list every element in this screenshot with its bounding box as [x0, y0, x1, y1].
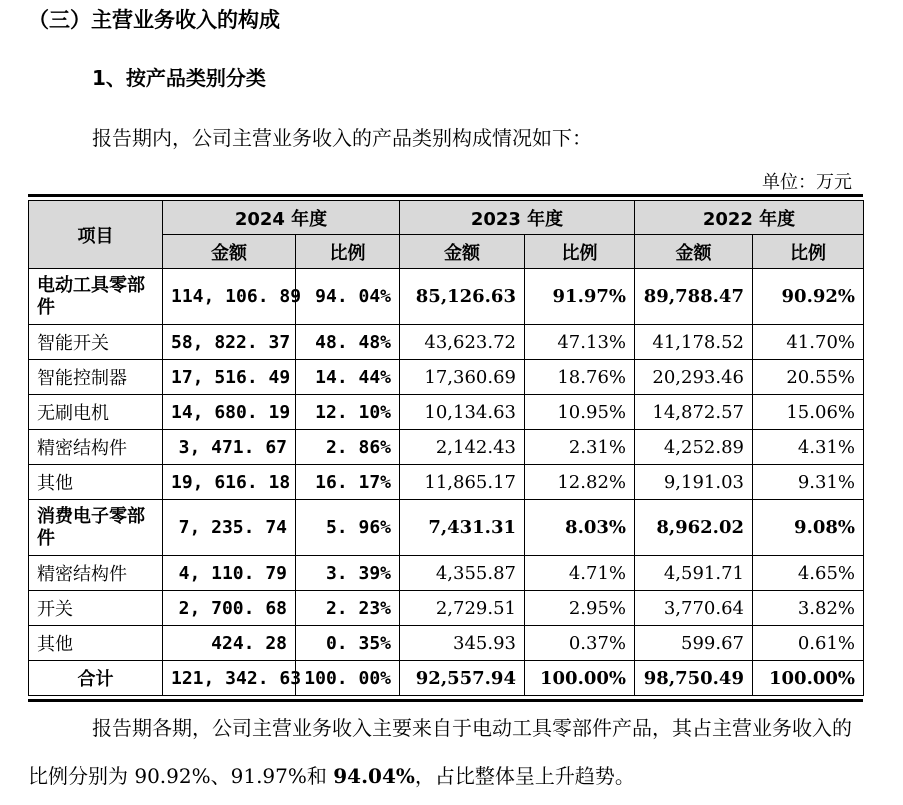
closing-paragraph — [28, 704, 863, 800]
table-row-category — [29, 269, 864, 325]
closing-text: 报告期各期，公司主营业务收入主要来自于电动工具零部件产品，其占主营业务收入的比例分别为 90.92%、91.97%和 — [28, 716, 852, 788]
row-value: 20,293.46 — [635, 360, 753, 395]
table-row-total — [29, 661, 864, 696]
header-year-2024: 2024 年度 — [163, 201, 400, 235]
row-value: 599.67 — [635, 626, 753, 661]
row-value: 3, 471. 67 — [163, 430, 296, 465]
row-value: 12.82% — [525, 465, 635, 500]
table-row — [29, 325, 864, 360]
row-value: 85,126.63 — [400, 269, 525, 325]
row-name: 精密结构件 — [29, 556, 163, 591]
row-value: 2.31% — [525, 430, 635, 465]
total-value: 100. 00% — [296, 661, 400, 696]
header-ratio: 比例 — [296, 235, 400, 269]
row-value: 18.76% — [525, 360, 635, 395]
row-value: 14. 44% — [296, 360, 400, 395]
row-value: 4,252.89 — [635, 430, 753, 465]
subsection-title: 1、按产品类别分类 — [92, 66, 266, 90]
row-value: 0.61% — [753, 626, 864, 661]
revenue-table-frame — [28, 194, 863, 702]
row-value: 345.93 — [400, 626, 525, 661]
unit-label: 单位：万元 — [762, 172, 852, 193]
row-name: 无刷电机 — [29, 395, 163, 430]
row-value: 90.92% — [753, 269, 864, 325]
row-value: 2,729.51 — [400, 591, 525, 626]
header-year-2022: 2022 年度 — [635, 201, 864, 235]
row-value: 2. 23% — [296, 591, 400, 626]
row-value: 12. 10% — [296, 395, 400, 430]
row-value: 5. 96% — [296, 500, 400, 556]
row-name: 智能开关 — [29, 325, 163, 360]
row-value: 4.71% — [525, 556, 635, 591]
table-row — [29, 360, 864, 395]
row-value: 0. 35% — [296, 626, 400, 661]
header-year-2023: 2023 年度 — [400, 201, 635, 235]
row-value: 17, 516. 49 — [163, 360, 296, 395]
row-value: 9,191.03 — [635, 465, 753, 500]
table-row — [29, 626, 864, 661]
table-row — [29, 591, 864, 626]
header-ratio: 比例 — [525, 235, 635, 269]
total-value: 100.00% — [753, 661, 864, 696]
row-value: 4, 110. 79 — [163, 556, 296, 591]
closing-highlight: 94.04% — [333, 764, 415, 788]
intro-text: 报告期内，公司主营业务收入的产品类别构成情况如下： — [92, 126, 592, 150]
revenue-table — [28, 200, 864, 696]
header-amount: 金额 — [163, 235, 296, 269]
row-value: 9.08% — [753, 500, 864, 556]
row-name: 精密结构件 — [29, 430, 163, 465]
row-value: 8.03% — [525, 500, 635, 556]
table-row — [29, 395, 864, 430]
row-name: 智能控制器 — [29, 360, 163, 395]
row-value: 16. 17% — [296, 465, 400, 500]
total-value: 121, 342. 63 — [163, 661, 296, 696]
header-item: 项目 — [29, 201, 163, 269]
row-value: 4.31% — [753, 430, 864, 465]
row-value: 14, 680. 19 — [163, 395, 296, 430]
total-value: 92,557.94 — [400, 661, 525, 696]
row-value: 4.65% — [753, 556, 864, 591]
header-ratio: 比例 — [753, 235, 864, 269]
row-value: 3,770.64 — [635, 591, 753, 626]
closing-text-end: ，占比整体呈上升趋势。 — [414, 764, 635, 788]
table-body — [29, 269, 864, 696]
header-amount: 金额 — [400, 235, 525, 269]
row-value: 47.13% — [525, 325, 635, 360]
row-value: 4,591.71 — [635, 556, 753, 591]
row-value: 10,134.63 — [400, 395, 525, 430]
row-value: 114, 106. 89 — [163, 269, 296, 325]
row-value: 43,623.72 — [400, 325, 525, 360]
row-name: 其他 — [29, 465, 163, 500]
row-value: 4,355.87 — [400, 556, 525, 591]
row-value: 3. 39% — [296, 556, 400, 591]
row-name: 其他 — [29, 626, 163, 661]
row-value: 7, 235. 74 — [163, 500, 296, 556]
row-value: 2. 86% — [296, 430, 400, 465]
row-name: 开关 — [29, 591, 163, 626]
row-value: 0.37% — [525, 626, 635, 661]
row-value: 2, 700. 68 — [163, 591, 296, 626]
row-value: 17,360.69 — [400, 360, 525, 395]
row-value: 10.95% — [525, 395, 635, 430]
row-value: 94. 04% — [296, 269, 400, 325]
row-value: 9.31% — [753, 465, 864, 500]
table-row — [29, 430, 864, 465]
row-value: 8,962.02 — [635, 500, 753, 556]
row-value: 58, 822. 37 — [163, 325, 296, 360]
row-value: 48. 48% — [296, 325, 400, 360]
row-name: 消费电子零部件 — [29, 500, 163, 556]
row-value: 3.82% — [753, 591, 864, 626]
section-title: （三）主营业务收入的构成 — [28, 8, 280, 32]
table-row — [29, 465, 864, 500]
row-value: 15.06% — [753, 395, 864, 430]
total-label: 合计 — [29, 661, 163, 696]
header-amount: 金额 — [635, 235, 753, 269]
row-value: 89,788.47 — [635, 269, 753, 325]
table-row — [29, 556, 864, 591]
table-row-category — [29, 500, 864, 556]
row-value: 20.55% — [753, 360, 864, 395]
row-value: 2,142.43 — [400, 430, 525, 465]
row-value: 41.70% — [753, 325, 864, 360]
row-value: 2.95% — [525, 591, 635, 626]
total-value: 98,750.49 — [635, 661, 753, 696]
row-value: 91.97% — [525, 269, 635, 325]
row-value: 19, 616. 18 — [163, 465, 296, 500]
row-value: 14,872.57 — [635, 395, 753, 430]
row-value: 7,431.31 — [400, 500, 525, 556]
total-value: 100.00% — [525, 661, 635, 696]
row-value: 41,178.52 — [635, 325, 753, 360]
row-value: 424. 28 — [163, 626, 296, 661]
row-value: 11,865.17 — [400, 465, 525, 500]
row-name: 电动工具零部件 — [29, 269, 163, 325]
